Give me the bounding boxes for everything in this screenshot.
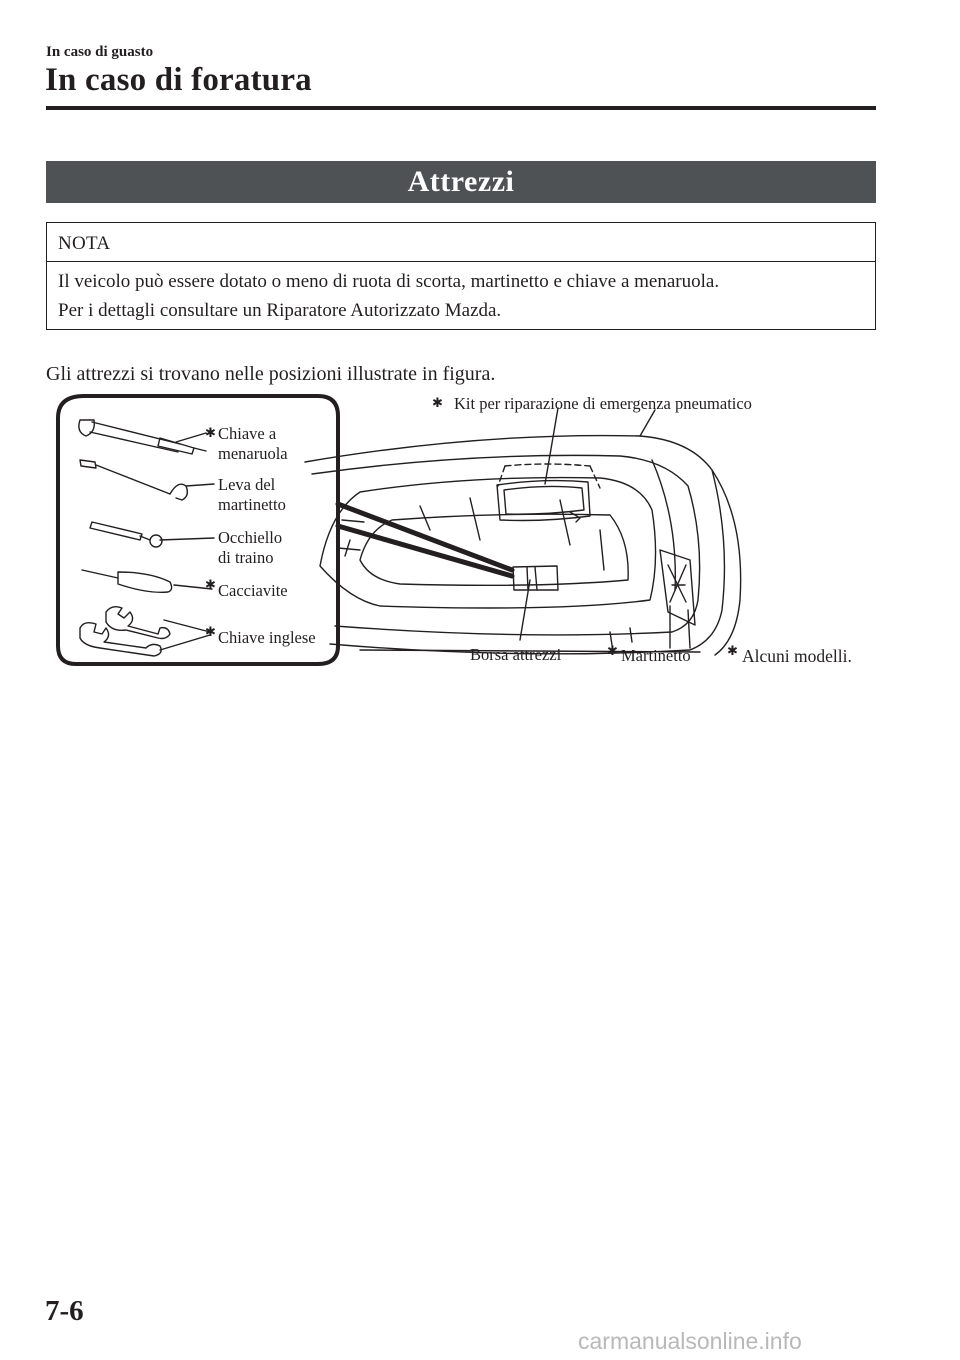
label-di-traino: di traino bbox=[218, 548, 274, 567]
jack-lever-drawing bbox=[80, 460, 187, 500]
label-martinetto-line2: martinetto bbox=[218, 495, 286, 514]
intro-paragraph: Gli attrezzi si trovano nelle posizioni illustrate in figura. bbox=[46, 363, 496, 385]
tow-eye-drawing bbox=[90, 522, 162, 547]
page-title: In caso di foratura bbox=[45, 62, 312, 98]
lug-wrench-drawing bbox=[79, 420, 206, 454]
page-number: 7-6 bbox=[45, 1295, 84, 1327]
star-marker: ✱ bbox=[432, 395, 443, 410]
label-chiave-inglese: Chiave inglese bbox=[218, 628, 316, 647]
note-box-header bbox=[47, 223, 875, 262]
label-menaruola: menaruola bbox=[218, 444, 288, 463]
star-marker: ✱ bbox=[607, 643, 618, 658]
label-borsa-attrezzi: Borsa attrezzi bbox=[470, 645, 562, 664]
note-text-line-2: Per i dettagli consultare un Riparatore Autorizzato Mazda. bbox=[58, 300, 502, 321]
trunk-drawing bbox=[305, 410, 741, 655]
note-text-line-1: Il veicolo può essere dotato o meno di ruota di scorta, martinetto e chiave a menaruola. bbox=[58, 271, 720, 292]
label-cacciavite: Cacciavite bbox=[218, 581, 288, 600]
note-label: NOTA bbox=[58, 233, 111, 254]
label-leva-del: Leva del bbox=[218, 475, 276, 494]
section-band-title: Attrezzi bbox=[46, 161, 876, 203]
star-marker: ✱ bbox=[205, 577, 216, 592]
star-marker: ✱ bbox=[205, 624, 216, 639]
label-alcuni-modelli: Alcuni modelli. bbox=[742, 646, 852, 666]
section-heading: In caso di guasto bbox=[46, 44, 154, 60]
star-marker: ✱ bbox=[205, 425, 216, 440]
note-box bbox=[46, 222, 876, 330]
star-marker: ✱ bbox=[727, 643, 738, 658]
spanner-drawing bbox=[80, 607, 170, 656]
label-kit-riparazione: Kit per riparazione di emergenza pneumatico bbox=[454, 394, 752, 413]
label-martinetto: Martinetto bbox=[621, 646, 691, 665]
title-rule bbox=[46, 106, 876, 110]
label-chiave-a: Chiave a bbox=[218, 424, 277, 443]
screwdriver-drawing bbox=[82, 570, 172, 592]
watermark: carmanualsonline.info bbox=[578, 1328, 802, 1354]
tools-callout-frame bbox=[58, 396, 338, 664]
label-occhiello: Occhiello bbox=[218, 528, 283, 547]
